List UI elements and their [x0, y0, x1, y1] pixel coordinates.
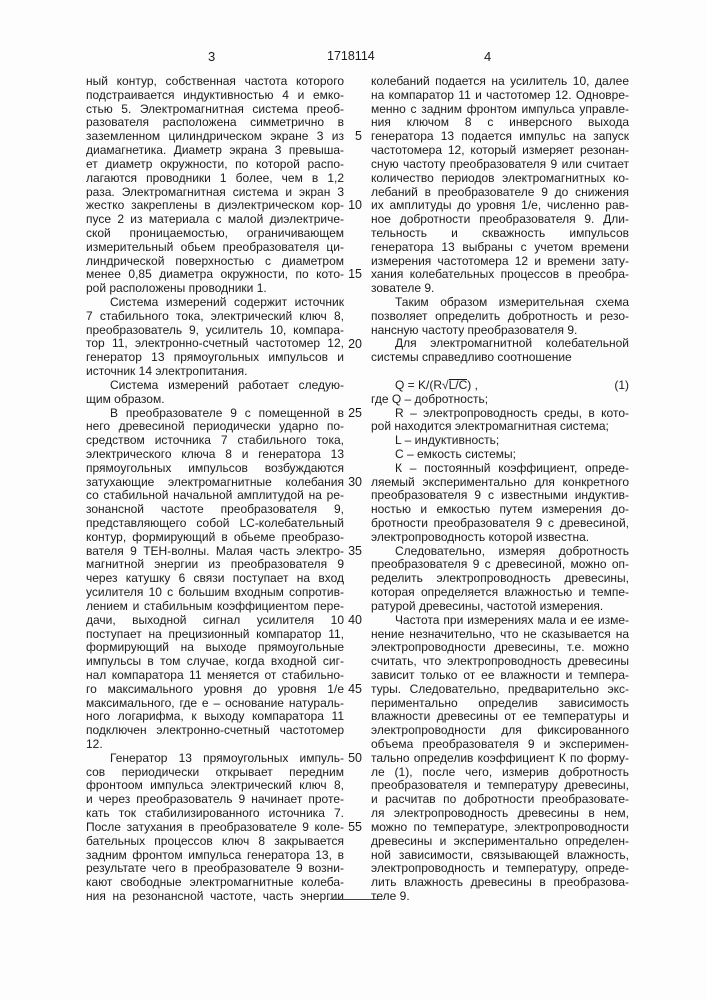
text-line: кать ток стабилизированного источника 7.	[86, 807, 344, 821]
text-line: их амплитуды до уровня 1/е, численно рав-	[371, 199, 629, 213]
text-line: частотомера 12, который измеряет резонан-	[371, 144, 629, 158]
text-line: ное добротности преобразователя 9. Дли-	[371, 213, 629, 227]
text-line: электропроводности древесины, т.е. можно	[371, 641, 629, 655]
text-line: раза. Электромагнитная система и экран 3	[86, 186, 344, 200]
text-line: древесины и экспериментально определен-	[371, 835, 629, 849]
text-line: ляемый экспериментально для конкретного	[371, 476, 629, 490]
line-number-marker: 40	[332, 614, 362, 628]
text-line: лагаются проводники 1 более, чем в 1,2	[86, 172, 344, 186]
text-line: Для электромагнитной колебательной	[371, 337, 629, 351]
text-line: вателя 9 ТЕН-волны. Малая часть электро-	[86, 545, 344, 559]
formula-rhs: ) ,	[467, 378, 478, 392]
text-line: электропроводности для фиксированного	[371, 724, 629, 738]
formula-lhs: Q = K/(R	[395, 378, 442, 392]
formula-line	[371, 379, 629, 393]
text-line: С – емкость системы;	[371, 448, 629, 462]
text-line: подстраивается индуктивностью 4 и емко-	[86, 89, 344, 103]
text-line: менно с задним фронтом импульса управле-	[371, 103, 629, 117]
page-number-right: 4	[484, 49, 491, 64]
line-number-marker: 10	[332, 199, 362, 213]
text-line: дачи, выходной сигнал усилителя 10	[86, 614, 344, 628]
text-line: на компаратор 11 и частотомер 12. Одновре-	[371, 89, 629, 103]
text-line: пусе 2 из материала с малой диэлектриче-	[86, 213, 344, 227]
text-line: и через преобразователь 9 начинает проте-	[86, 793, 344, 807]
text-line: тор 11, электронно-счетный частотомер 12,	[86, 337, 344, 351]
text-line: измерения частотомера 12 и времени зату-	[371, 255, 629, 269]
text-line: усилителя 10 с большим входным сопротив-	[86, 586, 344, 600]
text-line: Система измерений содержит источник	[86, 296, 344, 310]
text-line: прямоугольных импульсов возбуждаются	[86, 462, 344, 476]
text-line: заземленном цилиндрическом экране 3 из	[86, 130, 344, 144]
text-line: После затухания в преобразователе 9 коле-	[86, 821, 344, 835]
text-line: него древесиной периодически ударно по-	[86, 420, 344, 434]
text-line: и расчитав по добротности преобразовате-	[371, 793, 629, 807]
text-line: стью 5. Электромагнитная система преоб-	[86, 103, 344, 117]
text-line: ределить электропроводность древесины,	[371, 572, 629, 586]
text-line: подключен электронно-счетный частотомер	[86, 724, 344, 738]
text-line: ния ключом 8 с инверсного выхода	[371, 116, 629, 130]
text-line: ного логарифма, к выходу компаратора 11	[86, 710, 344, 724]
text-line: поступает на прецизионный компаратор 11,	[86, 628, 344, 642]
text-line: R – электропроводность среды, в кото-	[371, 407, 629, 421]
right-column	[371, 75, 629, 904]
formula	[395, 379, 478, 393]
text-line: преобразователя 9 с известными индуктив-	[371, 489, 629, 503]
text-line: нение незначительно, что не сказывается на	[371, 628, 629, 642]
text-line: ет диаметр окружности, по которой распо-	[86, 158, 344, 172]
text-line: периментально определив зависимость	[371, 697, 629, 711]
text-line: ле (1), после чего, измерив добротность	[371, 766, 629, 780]
text-line: Система измерений работает следую-	[86, 379, 344, 393]
text-line: преобразователь 9, усилитель 10, компара-	[86, 324, 344, 338]
text-line: нал компаратора 11 меняется от стабильно-	[86, 669, 344, 683]
line-number-marker: 45	[332, 683, 362, 697]
text-line: ля электропроводность древесины в нем,	[371, 807, 629, 821]
text-line: К – постоянный коэффициент, опреде-	[371, 462, 629, 476]
text-line: ностью и емкостью путем измерения до-	[371, 503, 629, 517]
text-line: задним фронтом импульса генератора 13, в	[86, 849, 344, 863]
text-line: генератор 13 прямоугольных импульсов и	[86, 351, 344, 365]
text-line: бротности преобразователя 9 с древесиной,	[371, 517, 629, 531]
line-number-marker: 20	[332, 338, 362, 352]
text-line: электропроводность и температуру, опреде-	[371, 862, 629, 876]
text-line: количество периодов электромагнитных ко-	[371, 172, 629, 186]
text-line: лением и стабильным коэффициентом пере-	[86, 600, 344, 614]
line-number-marker: 55	[332, 821, 362, 835]
text-line: формирующий на выходе прямоугольные	[86, 641, 344, 655]
text-line: лить влажность древесины в преобразова-	[371, 876, 629, 890]
text-line: можно по температуре, электропроводности	[371, 821, 629, 835]
text-line: Следовательно, измеряя добротность	[371, 545, 629, 559]
text-line: контур, формирующий в обьеме преобразо-	[86, 531, 344, 545]
text-line: измерительный обьем преобразователя ци-	[86, 241, 344, 255]
text-line: средством источника 7 стабильного тока,	[86, 434, 344, 448]
text-line: жестко закреплены в диэлектрическом кор-	[86, 199, 344, 213]
text-line: со стабильной начальной амплитудой на ре-	[86, 489, 344, 503]
line-number-marker: 50	[332, 752, 362, 766]
text-line: где Q – добротность;	[371, 393, 629, 407]
line-number-marker: 35	[332, 545, 362, 559]
text-line: L – индуктивность;	[371, 434, 629, 448]
text-line: генератора 13 подается импульс на запуск	[371, 130, 629, 144]
text-line: ния на резонансной частоте, часть энергии	[86, 890, 344, 904]
line-number-marker: 25	[332, 407, 362, 421]
text-line: хания колебательных процессов в преобра-	[371, 268, 629, 282]
text-line: тально определив коэффициент К по форму-	[371, 752, 629, 766]
text-line: максимального, где е – основание натураль-	[86, 697, 344, 711]
left-column	[86, 75, 344, 904]
line-number-marker: 30	[332, 476, 362, 490]
text-line: Генератор 13 прямоугольных импуль-	[86, 752, 344, 766]
text-line: считать, что электропроводность древесины	[371, 655, 629, 669]
text-line: сов периодически открывает передним	[86, 766, 344, 780]
text-line: влажности древесины от ее температуры и	[371, 710, 629, 724]
text-line: кают свободные электромагнитные колеба-	[86, 876, 344, 890]
text-line: лебаний в преобразователе 9 до снижения	[371, 186, 629, 200]
text-line: источник 14 электропитания.	[86, 365, 344, 379]
end-of-text-rule	[330, 899, 382, 900]
text-line: 7 стабильного тока, электрический ключ 8,	[86, 310, 344, 324]
radical-sign: √	[442, 378, 449, 392]
text-line: системы справедливо соотношение	[371, 351, 629, 365]
text-line: преобразователя и температуру древесины,	[371, 779, 629, 793]
page-number-left: 3	[208, 49, 215, 64]
text-line: 12.	[86, 738, 344, 752]
text-line	[371, 365, 629, 379]
line-number-marker: 5	[332, 130, 362, 144]
text-line: электропроводность которой известна.	[371, 531, 629, 545]
text-line: электрического ключа 8 и генератора 13	[86, 448, 344, 462]
text-line: которая определяется влажностью и темпе-	[371, 586, 629, 600]
text-line: теле 9.	[371, 890, 629, 904]
text-line: рой находится электромагнитная система;	[371, 420, 629, 434]
text-line: импульсы в том случае, когда входной сиг-	[86, 655, 344, 669]
text-line: через катушку 6 связи поступает на вход	[86, 572, 344, 586]
text-line: сную частоту преобразователя 9 или считает	[371, 158, 629, 172]
patent-number: 1718114	[327, 49, 375, 63]
text-line: зонансной частоте преобразователя 9,	[86, 503, 344, 517]
text-line: бательных процессов ключ 8 закрывается	[86, 835, 344, 849]
text-line: щим образом.	[86, 393, 344, 407]
formula-radicand: L/C	[449, 379, 468, 391]
line-number-marker: 15	[332, 268, 362, 282]
text-line: Частота при измерениях мала и ее изме-	[371, 614, 629, 628]
text-line: го максимального уровня до уровня 1/е	[86, 683, 344, 697]
text-line: магнитной энергии из преобразователя 9	[86, 558, 344, 572]
text-line: туры. Следовательно, предварительно экс-	[371, 683, 629, 697]
text-line: представляющего собой LC-колебательный	[86, 517, 344, 531]
text-line: ской проницаемостью, ограничивающем	[86, 227, 344, 241]
text-line: ратурой древесины, частотой измерения.	[371, 600, 629, 614]
text-line: линдрической поверхностью с диаметром	[86, 255, 344, 269]
text-line: преобразователя 9 с древесиной, можно оп-	[371, 558, 629, 572]
text-line: ный контур, собственная частота которого	[86, 75, 344, 89]
text-line: диамагнетика. Диаметр экрана 3 превыша-	[86, 144, 344, 158]
text-line: менее 0,85 диаметра окружности, по кото-	[86, 268, 344, 282]
formula-number: (1)	[614, 379, 629, 393]
text-line: рой расположены проводники 1.	[86, 282, 344, 296]
text-line: Таким образом измерительная схема	[371, 296, 629, 310]
text-line: генератора 13 выбраны с учетом времени	[371, 241, 629, 255]
text-line: зависит только от ее влажности и темпера-	[371, 669, 629, 683]
text-line: фронтоом импульса электрический ключ 8,	[86, 779, 344, 793]
text-line: позволяет определить добротность и резо-	[371, 310, 629, 324]
text-line: нансную частоту преобразователя 9.	[371, 324, 629, 338]
text-line: ной зависимости, связывающей влажность,	[371, 849, 629, 863]
text-line: тельность и скважность импульсов	[371, 227, 629, 241]
text-line: объема преобразователя 9 и эксперимен-	[371, 738, 629, 752]
text-line: колебаний подается на усилитель 10, далее	[371, 75, 629, 89]
text-line: результате чего в преобразователе 9 возни-	[86, 862, 344, 876]
text-line: зователе 9.	[371, 282, 629, 296]
patent-page	[0, 0, 707, 1000]
text-line: затухающие электромагнитные колебания	[86, 476, 344, 490]
text-line: разователя расположена симметрично в	[86, 116, 344, 130]
text-line: В преобразователе 9 с помещенной в	[86, 407, 344, 421]
